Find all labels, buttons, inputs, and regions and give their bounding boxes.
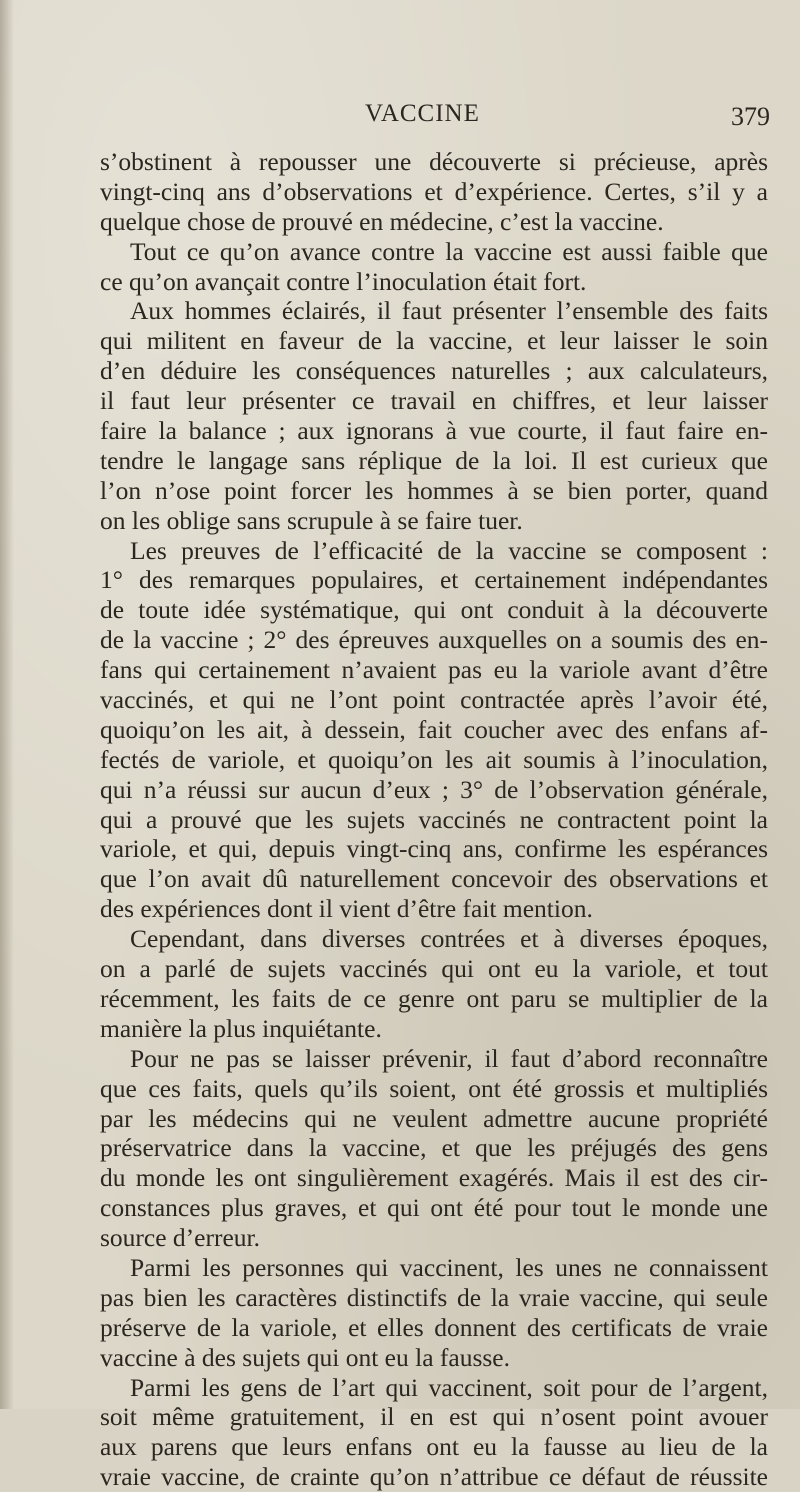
text-line: il faut leur présenter ce travail en chiffres, et leur laisser	[100, 386, 768, 416]
text-line: soit même gratuitement, il en est qui n’osent point avouer	[100, 1402, 768, 1432]
text-line: du monde les ont singulièrement exagérés. Mais il est des cir-	[100, 1163, 768, 1193]
text-line: vaccine à des sujets qui ont eu la fausse.	[100, 1342, 510, 1372]
running-title: VACCINE	[365, 100, 480, 127]
text-line: des expériences dont il vient d’être fait mention.	[100, 894, 593, 924]
text-line: source d’erreur.	[100, 1223, 260, 1253]
page-gutter-shadow	[0, 0, 14, 1409]
text-line: par les médecins qui ne veulent admettre aucune propriété	[100, 1103, 768, 1133]
text-line: qui n’a réussi sur aucun d’eux ; 3° de l’observation générale,	[100, 774, 768, 804]
text-line: ce qu’on avançait contre l’inoculation était fort.	[100, 266, 587, 296]
body-text	[100, 147, 768, 1492]
text-line: Parmi les personnes qui vaccinent, les unes ne connaissent	[130, 1252, 768, 1282]
text-line: vingt-cinq ans d’observations et d’expérience. Certes, s’il y a	[100, 176, 768, 206]
text-line: quoiqu’on les ait, à dessein, fait coucher avec des enfans af-	[100, 714, 768, 744]
text-line: manière la plus inquiétante.	[100, 1013, 382, 1043]
text-line: aux parens que leurs enfans ont eu la fausse au lieu de la	[100, 1432, 768, 1462]
text-line: faire la balance ; aux ignorans à vue courte, il faut faire en-	[100, 416, 768, 446]
text-line: l’on n’ose point forcer les hommes à se bien porter, quand	[100, 475, 768, 505]
text-line: préserve de la variole, et elles donnent des certificats de vraie	[100, 1312, 768, 1342]
text-line: que l’on avait dû naturellement concevoir des observations et	[100, 864, 768, 894]
text-line: pas bien les caractères distinctifs de la vraie vaccine, qui seule	[100, 1282, 768, 1312]
text-line: vaccinés, et qui ne l’ont point contractée après l’avoir été,	[100, 685, 768, 715]
text-line: 1° des remarques populaires, et certainement indépendantes	[100, 565, 768, 595]
text-line: qui militent en faveur de la vaccine, et leur laisser le soin	[100, 326, 768, 356]
text-line: Pour ne pas se laisser prévenir, il faut d’abord reconnaître	[130, 1043, 768, 1073]
running-header	[100, 100, 770, 140]
text-line: que ces faits, quels qu’ils soient, ont été grossis et multipliés	[100, 1073, 768, 1103]
text-line: fectés de variole, et quoiqu’on les ait soumis à l’inoculation,	[100, 744, 768, 774]
text-line: quelque chose de prouvé en médecine, c’est la vaccine.	[100, 206, 664, 236]
text-line: de toute idée systématique, qui ont conduit à la découverte	[100, 595, 768, 625]
page-number: 379	[731, 102, 770, 131]
text-line: fans qui certainement n’avaient pas eu la variole avant d’être	[100, 655, 768, 685]
text-line: constances plus graves, et qui ont été pour tout le monde une	[100, 1193, 768, 1223]
text-line: qui a prouvé que les sujets vaccinés ne contractent point la	[100, 804, 768, 834]
text-line: on les oblige sans scrupule à se faire tuer.	[100, 505, 523, 535]
text-line: Les preuves de l’efficacité de la vaccine se composent :	[130, 535, 768, 565]
text-line: de la vaccine ; 2° des épreuves auxquelles on a soumis des en-	[100, 625, 768, 655]
text-line: s’obstinent à repousser une découverte si précieuse, après	[100, 147, 768, 176]
text-line: Tout ce qu’on avance contre la vaccine est aussi faible que	[130, 236, 768, 266]
text-line: Cependant, dans diverses contrées et à diverses époques,	[130, 924, 768, 954]
text-line: préservatrice dans la vaccine, et que les préjugés des gens	[100, 1133, 768, 1163]
text-line: variole, et qui, depuis vingt-cinq ans, confirme les espérances	[100, 834, 768, 864]
text-line: Aux hommes éclairés, il faut présenter l’ensemble des faits	[130, 296, 768, 326]
text-line: on a parlé de sujets vaccinés qui ont eu la variole, et tout	[100, 954, 768, 984]
text-line: tendre le langage sans réplique de la loi. Il est curieux que	[100, 445, 768, 475]
text-line: Parmi les gens de l’art qui vaccinent, soit pour de l’argent,	[130, 1372, 768, 1402]
text-line: d’en déduire les conséquences naturelles ; aux calculateurs,	[100, 356, 768, 386]
text-line: vraie vaccine, de crainte qu’on n’attribue ce défaut de réussite	[100, 1462, 768, 1492]
text-line: récemment, les faits de ce genre ont paru se multiplier de la	[100, 983, 768, 1013]
